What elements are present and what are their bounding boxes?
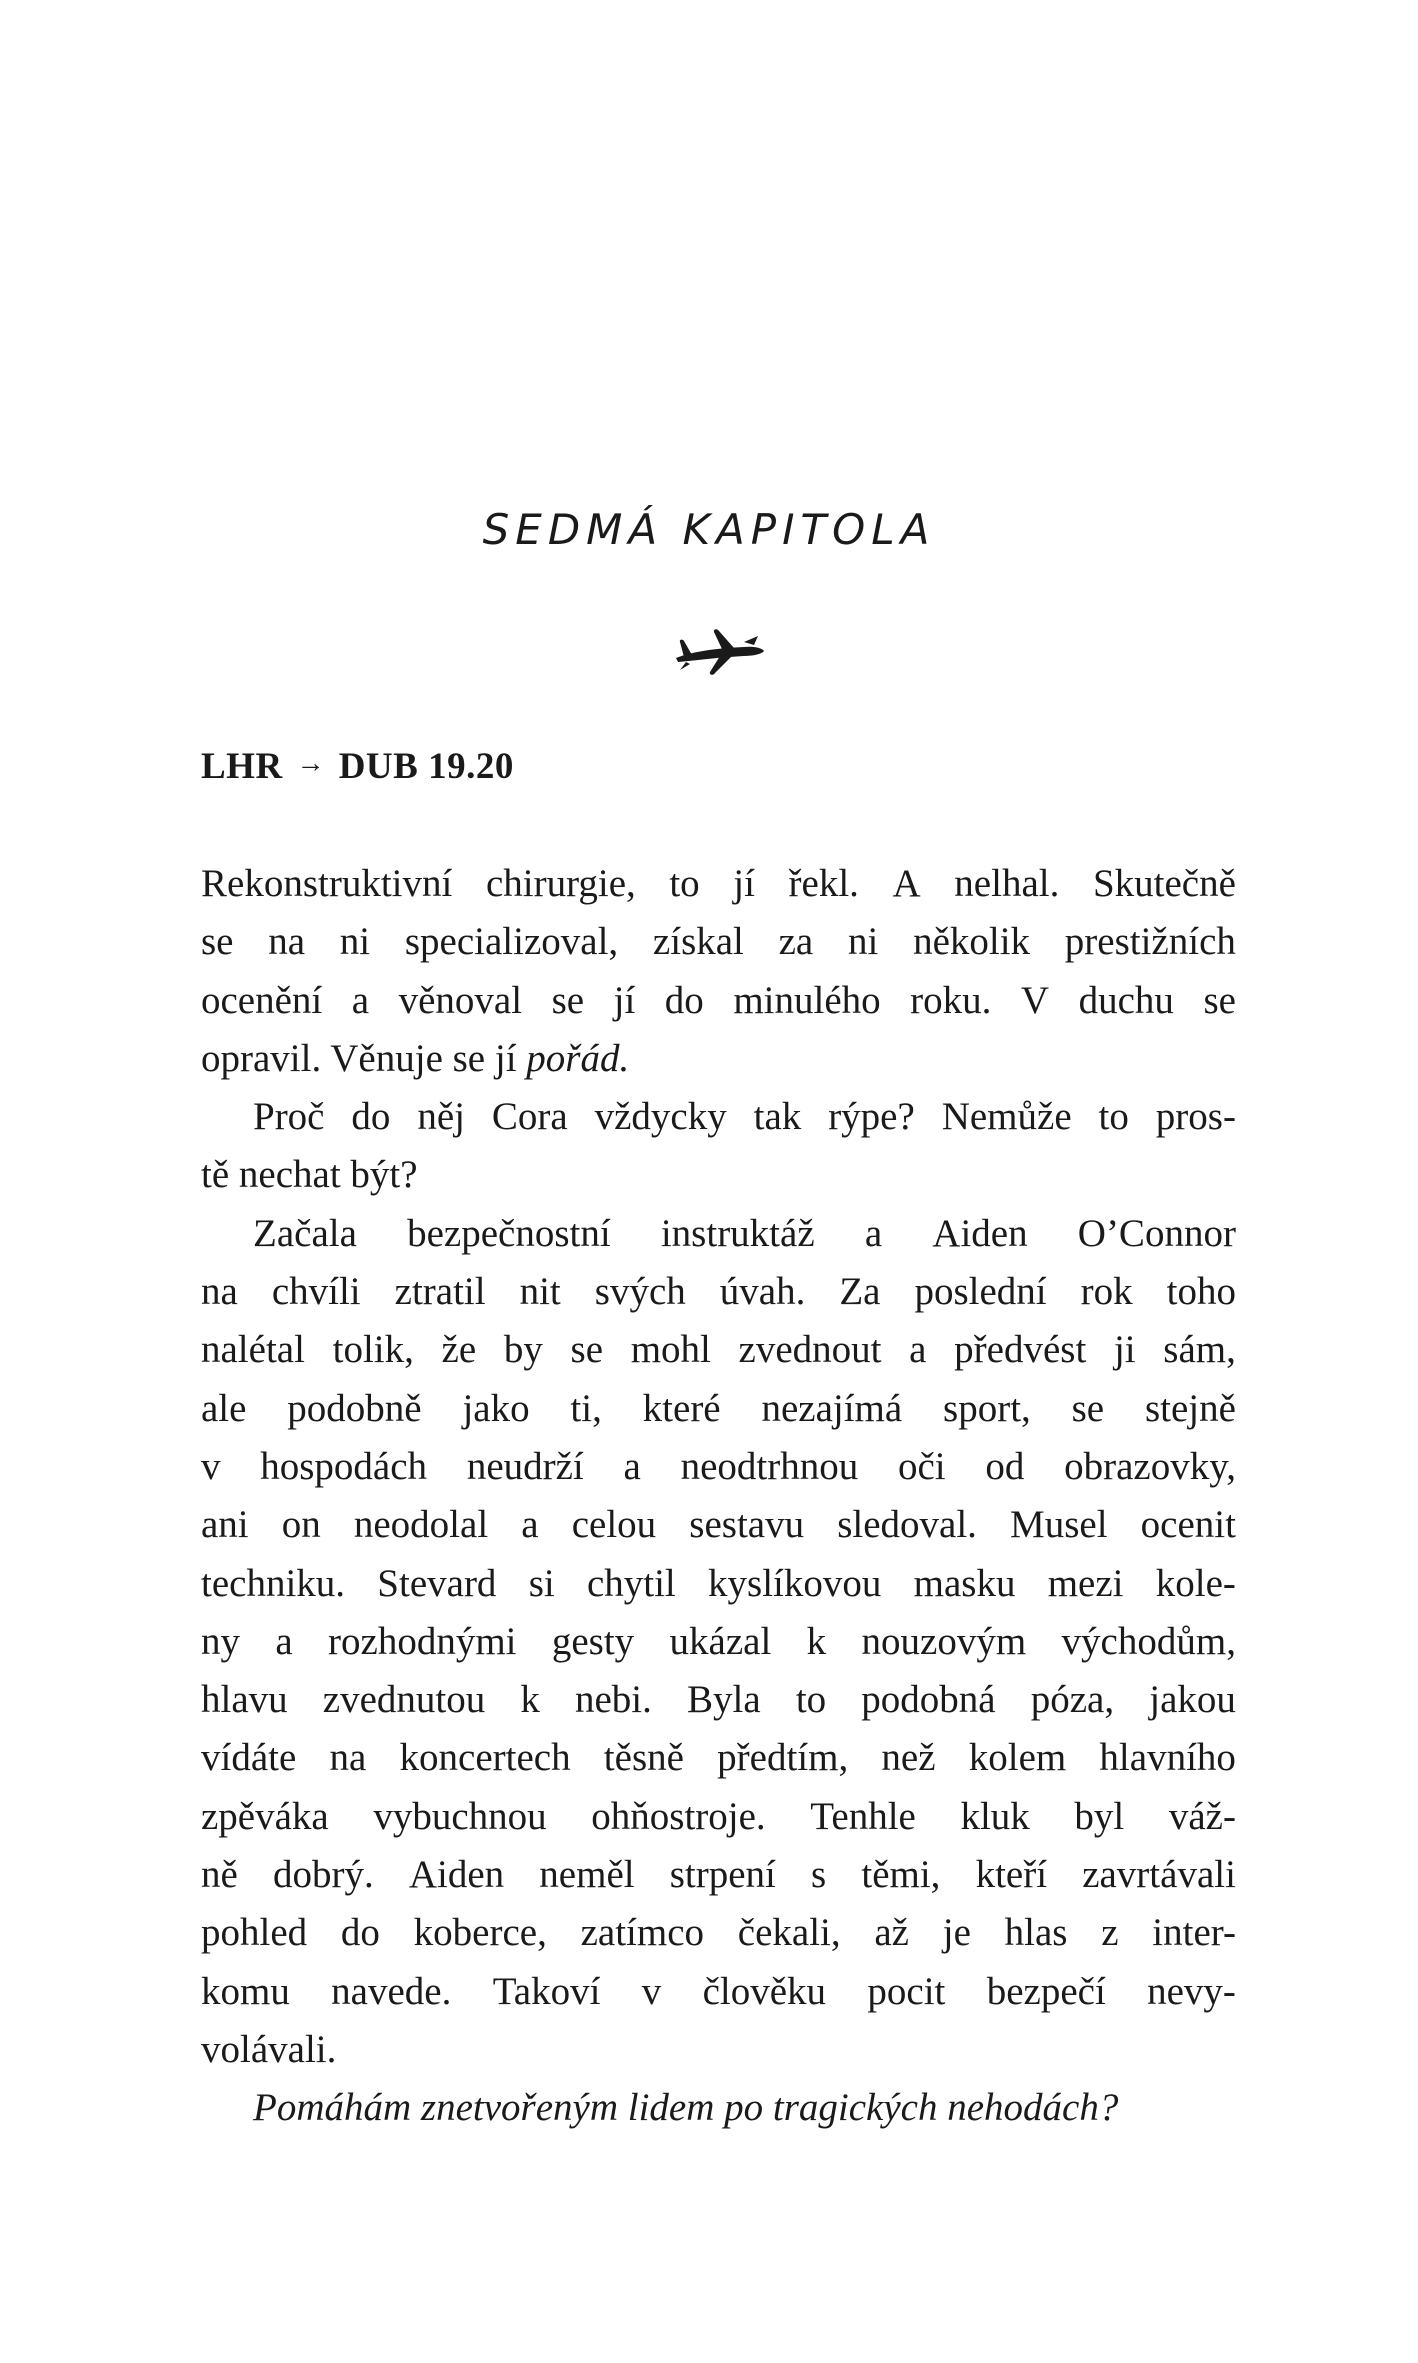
word: do — [351, 1095, 391, 1139]
word: hlas — [1004, 1911, 1068, 1955]
word: nezajímá — [761, 1386, 903, 1430]
word: instruktáž — [660, 1211, 815, 1255]
word: neodolal — [353, 1503, 489, 1547]
word: nevy- — [1147, 1969, 1236, 2013]
word: je — [942, 1911, 971, 1955]
word: Proč — [253, 1095, 325, 1139]
word: východům, — [1061, 1619, 1236, 1663]
word: on — [281, 1503, 321, 1547]
word: komu — [201, 1969, 290, 2013]
word: se — [551, 978, 585, 1022]
text-line — [201, 1904, 1236, 1962]
word: jí — [733, 862, 755, 905]
word: kole- — [1155, 1561, 1236, 1605]
word: gesty — [551, 1619, 635, 1663]
line-text: volávali. — [201, 2027, 337, 2071]
text-line — [201, 1146, 1236, 1204]
word: chvíli — [271, 1270, 361, 1314]
word: obrazovky, — [1064, 1444, 1236, 1488]
word: kluk — [960, 1794, 1030, 1838]
word: nebi. — [575, 1678, 652, 1722]
text-line — [201, 1729, 1236, 1787]
word: chirurgie, — [485, 862, 636, 905]
line-text: tě nechat být? — [201, 1153, 418, 1197]
word: a — [909, 1328, 927, 1372]
word: vídáte — [201, 1736, 297, 1780]
word: Skutečně — [1092, 862, 1236, 905]
word: Nemůže — [941, 1095, 1072, 1139]
word: úvah. — [719, 1270, 806, 1314]
word: to — [1098, 1095, 1129, 1139]
word: k — [520, 1678, 540, 1722]
word: ohňostroje. — [591, 1794, 766, 1838]
word: na — [201, 1270, 238, 1314]
word: do — [664, 978, 704, 1022]
word: strpení — [669, 1853, 776, 1897]
italic-text: pořád. — [526, 1036, 630, 1080]
word: tak — [753, 1095, 802, 1139]
chapter-body — [201, 855, 1236, 2138]
word: mezi — [1047, 1561, 1124, 1605]
word: váž- — [1168, 1794, 1236, 1838]
word: masku — [913, 1561, 1016, 1605]
word: rýpe? — [828, 1095, 915, 1139]
word: sestavu — [689, 1503, 805, 1547]
text-line — [201, 1380, 1236, 1438]
word: byl — [1074, 1794, 1125, 1838]
word: člověku — [702, 1969, 827, 2013]
word: jí — [613, 978, 636, 1022]
flight-time: 19.20 — [428, 746, 514, 787]
word: ocenit — [1140, 1503, 1236, 1547]
word: zvednutou — [322, 1678, 486, 1722]
word: tolik, — [332, 1328, 414, 1372]
word: pohled — [201, 1911, 308, 1955]
word: minulého — [733, 978, 881, 1022]
word: něj — [417, 1095, 465, 1139]
word: nouzovým — [861, 1619, 1027, 1663]
word: jakou — [1149, 1678, 1236, 1722]
word: nalétal — [201, 1328, 305, 1372]
flight-destination: DUB — [338, 746, 419, 787]
word: pros- — [1155, 1095, 1236, 1139]
word: by — [503, 1328, 543, 1372]
word: jako — [462, 1386, 530, 1430]
word: prestižních — [1064, 920, 1236, 964]
word: ni — [847, 920, 879, 964]
word: v — [641, 1969, 662, 2013]
word: které — [642, 1386, 721, 1430]
airplane-icon — [674, 618, 766, 678]
word: neodtrhnou — [680, 1444, 859, 1488]
word: nit — [519, 1270, 561, 1314]
word: to — [669, 862, 700, 905]
word: kyslíkovou — [708, 1561, 882, 1605]
word: kteří — [975, 1853, 1048, 1897]
word: předvést — [954, 1328, 1087, 1372]
word: A — [892, 862, 921, 905]
word: sám, — [1163, 1328, 1236, 1372]
word: k — [806, 1619, 827, 1663]
word: a — [521, 1503, 539, 1547]
word: ani — [201, 1503, 249, 1547]
word: ny — [201, 1619, 240, 1663]
word: čekali, — [737, 1911, 841, 1955]
word: řekl. — [788, 862, 859, 905]
word: Cora — [491, 1095, 568, 1139]
word: několik — [913, 920, 1031, 964]
word: až — [874, 1911, 909, 1955]
word: s — [811, 1853, 827, 1897]
word: a — [864, 1211, 883, 1255]
text-line — [201, 2021, 1236, 2079]
text-line — [201, 855, 1236, 913]
word: zatímco — [580, 1911, 705, 1955]
word: póza, — [1030, 1678, 1115, 1722]
word: a — [351, 978, 370, 1022]
word: Aiden — [408, 1853, 505, 1897]
word: zavrtávali — [1082, 1853, 1236, 1897]
text-line — [201, 1321, 1236, 1379]
text-line — [201, 1088, 1236, 1146]
word: v — [201, 1444, 221, 1488]
word: ně — [201, 1853, 238, 1897]
word: roku. — [910, 978, 992, 1022]
word: na — [268, 920, 306, 964]
word: mohl — [630, 1328, 711, 1372]
word: sledoval. — [837, 1503, 977, 1547]
text-line — [201, 1671, 1236, 1729]
word: Aiden — [932, 1211, 1028, 1255]
word: oči — [897, 1444, 946, 1488]
word: kolem — [968, 1736, 1067, 1780]
word: ni — [339, 920, 371, 964]
word: se — [201, 920, 234, 964]
word: získal — [652, 920, 744, 964]
word: inter- — [1152, 1911, 1236, 1955]
word: V — [1020, 978, 1050, 1022]
word: zvednout — [738, 1328, 882, 1372]
word: duchu — [1078, 978, 1174, 1022]
word: a — [275, 1619, 293, 1663]
word: zpěváka — [201, 1794, 329, 1838]
chapter-title: SEDMÁ KAPITOLA — [482, 505, 936, 554]
text-line — [201, 2079, 1236, 2137]
word: hlavního — [1099, 1736, 1236, 1780]
word: podobná — [861, 1678, 996, 1722]
word: ti, — [570, 1386, 602, 1430]
word: toho — [1166, 1270, 1236, 1314]
word: ztratil — [394, 1270, 486, 1314]
word: ale — [201, 1386, 247, 1430]
word: Takoví — [492, 1969, 601, 2013]
word: Byla — [687, 1678, 761, 1722]
word: z — [1101, 1911, 1119, 1955]
word: a — [623, 1444, 641, 1488]
word: těmi, — [861, 1853, 941, 1897]
word: Za — [839, 1270, 881, 1314]
word: pocit — [867, 1969, 946, 2013]
text-line — [201, 913, 1236, 971]
word: rok — [1080, 1270, 1133, 1314]
word: neměl — [539, 1853, 635, 1897]
word: stejně — [1144, 1386, 1236, 1430]
flight-info — [201, 745, 514, 788]
word: se — [570, 1328, 604, 1372]
word: za — [778, 920, 814, 964]
italic-text: Pomáhám znetvořeným lidem po tragických nehodách? — [253, 2086, 1119, 2130]
word: O’Connor — [1077, 1211, 1236, 1255]
text-line — [201, 1963, 1236, 2021]
word: než — [881, 1736, 936, 1780]
word: od — [985, 1444, 1025, 1488]
word: celou — [571, 1503, 657, 1547]
word: rozhodnými — [328, 1619, 517, 1663]
arrow-right-icon: → — [296, 748, 325, 779]
text-line — [201, 1555, 1236, 1613]
word: se — [1203, 978, 1236, 1022]
line-text: opravil. Věnuje se jí — [201, 1036, 517, 1080]
text-line — [201, 1613, 1236, 1671]
word: se — [1071, 1386, 1105, 1430]
word: vždycky — [594, 1095, 727, 1139]
word: specializoval, — [404, 920, 619, 964]
text-line — [201, 1205, 1236, 1263]
word: koberce, — [413, 1911, 547, 1955]
word: Musel — [1010, 1503, 1108, 1547]
word: do — [340, 1911, 380, 1955]
word: poslední — [914, 1270, 1047, 1314]
word: bezpečnostní — [407, 1211, 611, 1255]
word: ukázal — [669, 1619, 772, 1663]
word: navede. — [331, 1969, 452, 2013]
text-line — [201, 1788, 1236, 1846]
word: koncertech — [399, 1736, 571, 1780]
word: ocenění — [201, 978, 323, 1022]
word: na — [329, 1736, 367, 1780]
word: Rekonstruktivní — [201, 862, 453, 905]
text-line — [201, 972, 1236, 1030]
word: techniku. — [201, 1561, 346, 1605]
text-line — [201, 1846, 1236, 1904]
word: že — [441, 1328, 477, 1372]
word: hospodách — [260, 1444, 428, 1488]
word: ji — [1113, 1328, 1136, 1372]
word: těsně — [603, 1736, 684, 1780]
word: vybuchnou — [373, 1794, 547, 1838]
word: sport, — [943, 1386, 1031, 1430]
word: nelhal. — [954, 862, 1060, 905]
text-line — [201, 1263, 1236, 1321]
word: si — [528, 1561, 555, 1605]
word: věnoval — [398, 978, 523, 1022]
word: chytil — [586, 1561, 676, 1605]
text-line — [201, 1030, 1236, 1088]
word: to — [795, 1678, 827, 1722]
word: neudrží — [466, 1444, 584, 1488]
word: Začala — [253, 1211, 357, 1255]
word: Stevard — [377, 1561, 497, 1605]
word: bezpečí — [986, 1969, 1106, 2013]
word: Tenhle — [810, 1794, 916, 1838]
word: podobně — [287, 1386, 422, 1430]
word: předtím, — [717, 1736, 849, 1780]
word: hlavu — [201, 1678, 288, 1722]
word: svých — [594, 1270, 686, 1314]
word: dobrý. — [272, 1853, 374, 1897]
text-line — [201, 1438, 1236, 1496]
flight-origin: LHR — [201, 746, 283, 787]
text-line — [201, 1496, 1236, 1554]
